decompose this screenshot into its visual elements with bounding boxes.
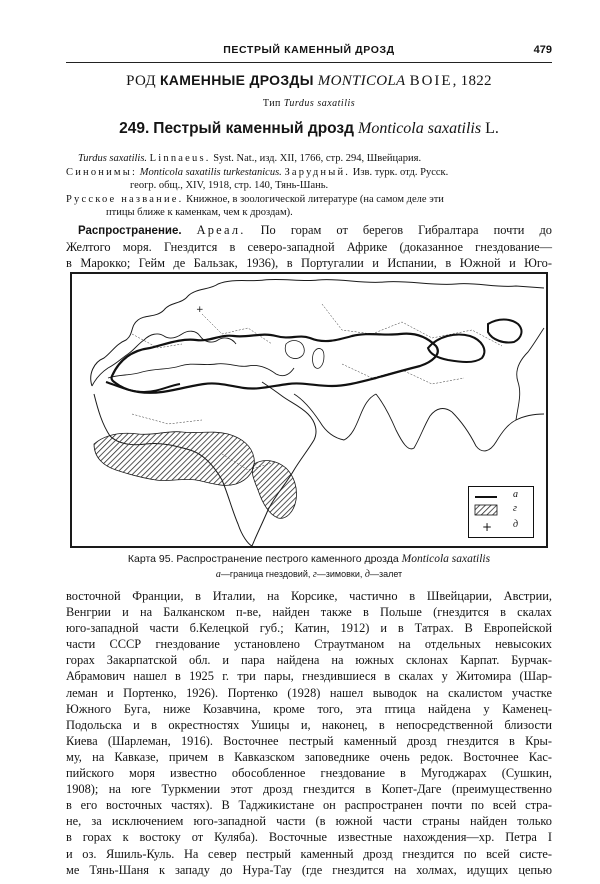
body-line: в горах к востоку от Куляба). Восточные известные нахождения—хр. Петра I xyxy=(66,830,552,845)
distribution-text-1: По горам от берегов Гибралтара почти до xyxy=(260,223,552,237)
synonymy-synonyms-cont xyxy=(66,179,600,193)
breeding-range-boundary xyxy=(111,334,437,393)
synonymy-synonyms xyxy=(66,166,552,180)
distribution-line-3: в Марокко; Гейм де Бальзак, 1936), в Португалии и Испании, в Южной и Юго- xyxy=(66,256,552,271)
legend-label-d: д xyxy=(513,519,519,530)
range-label: Ареал. xyxy=(196,223,246,237)
caption-prefix: Карта 95. Распространение пестрого каменного дрозда xyxy=(127,553,399,565)
species-number: 249. xyxy=(119,120,150,137)
russian-name-line xyxy=(66,193,552,207)
genus-name-ru: КАМЕННЫЕ ДРОЗДЫ xyxy=(159,72,314,88)
coastline-east-asia xyxy=(516,328,544,420)
original-reference: Syst. Nat., изд. XII, 1766, стр. 294, Швейцария. xyxy=(213,153,422,164)
breeding-range-far-east xyxy=(488,320,521,343)
type-species: Turdus saxatilis xyxy=(283,98,356,109)
russian-name-label: Русское название. xyxy=(66,193,184,205)
distribution-line-2: Желтого моря. Гнездится в северо-западной Африке (доказанное гнездование— xyxy=(66,240,552,255)
caption-legend-a-text: —граница гнездовий, xyxy=(220,569,311,579)
legend-wintering-swatch xyxy=(475,505,497,515)
synonym-author: Зарудный. xyxy=(284,166,351,178)
running-title: ПЕСТРЫЙ КАМЕННЫЙ ДРОЗД xyxy=(223,44,395,56)
wintering-area-east-africa xyxy=(252,461,296,519)
body-line: не, за исключением юго-западной части (в южной части страны найден только xyxy=(66,814,552,829)
coastline-mediterranean xyxy=(108,364,294,378)
inland-water-bodies xyxy=(285,341,324,369)
body-line: восточной Франции, в Италии, на Корсике, частично в Швейцарии, Австрии, xyxy=(66,589,552,603)
species-name-ru: Пестрый каменный дрозд xyxy=(153,120,354,137)
caption-species: Monticola saxatilis xyxy=(401,553,491,565)
wintering-area-west-africa xyxy=(94,432,254,486)
body-line: ме Тянь-Шаня к западу до Нура-Тау (где гнездится на холмах, идущих цепью xyxy=(66,862,552,877)
distribution-heading: Распространение. xyxy=(78,225,182,237)
body-line: леман и Портенко, 1926). Портенко (1928) нашел выводок на скалистом участке xyxy=(66,685,552,700)
body-line: му, на Кавказе, причем в Кавказском заповеднике очень редок. Восточнее Кас- xyxy=(66,749,552,764)
caption-legend-d-text: —залет xyxy=(369,569,403,579)
genus-year: , 1822 xyxy=(452,73,492,89)
synonymy-original xyxy=(66,152,564,166)
coastline-west-europe xyxy=(92,331,236,386)
body-line: Южного Буга, ниже Козавчина, кроме того, эта птица найдена у Каменец- xyxy=(66,701,552,716)
coastline-india xyxy=(376,394,452,449)
body-line: части СССР гнездование установлено Страутманом на отдельных невысоких xyxy=(66,637,552,652)
caption-legend-g: г xyxy=(312,569,317,580)
legend-vagrant-swatch: + xyxy=(482,520,493,534)
body-line: юго-западной части б.Келецкой губ.; Катин, 1912) и в Татрах. В Европейской xyxy=(66,621,552,636)
distribution-paragraph xyxy=(66,222,552,271)
species-heading xyxy=(66,120,552,138)
coastline-se-asia xyxy=(452,412,544,451)
body-line: горах Закарпатской обл. и пара найдена на южных склонах Карпат. Бурчак- xyxy=(66,653,552,668)
synonym-reference-a: Изв. турк. отд. Русск. xyxy=(352,166,449,178)
russian-name-text-b: птицы ближе к каменкам, чем к дроздам). xyxy=(106,207,293,218)
body-line: Подольска и в окрестностях Ушицы и, наконец, в непосредственной близости xyxy=(66,717,552,732)
page-header xyxy=(66,44,552,63)
original-name: Turdus saxatilis. xyxy=(78,153,148,164)
genus-author: BOIE xyxy=(409,73,453,89)
caption-legend-a: а xyxy=(215,569,221,580)
vagrant-marker: + xyxy=(196,305,204,315)
synonym-reference-b: геогр. общ., XIV, 1918, стр. 140, Тянь-Шань. xyxy=(130,180,329,191)
type-species-line xyxy=(66,98,552,109)
body-line: и оз. Яшиль-Куль. На север пестрый каменный дрозд гнездится по всей систе- xyxy=(66,846,552,861)
body-paragraph xyxy=(66,588,552,878)
species-author: L. xyxy=(485,120,499,137)
genus-name-lat: MONTICOLA xyxy=(317,73,406,89)
russian-name-cont xyxy=(66,206,592,220)
body-line: 1908); на юге Туркмении этот дрозд гнездится в Копет-Даге (преимущественно xyxy=(66,782,552,797)
caption-legend-d: д xyxy=(364,569,370,580)
map-legend-caption xyxy=(66,569,552,580)
genus-prefix: РОД xyxy=(126,73,156,89)
synonym-name: Monticola saxatilis turkestanicus. xyxy=(139,166,282,178)
species-name-lat: Monticola saxatilis xyxy=(357,120,482,137)
map-legend xyxy=(468,486,534,538)
body-line: в его восточных частях). В Таджикистане он распространен почти по всей стра- xyxy=(66,798,552,813)
map-legend-svg xyxy=(469,487,533,537)
body-line: Киева (Шарлеман, 1916). Восточнее пестрый каменный дрозд гнездится в Кры- xyxy=(66,733,552,748)
original-author: Linnaeus. xyxy=(149,153,211,164)
caption-legend-g-text: —зимовки, xyxy=(316,569,363,579)
page-number: 479 xyxy=(533,44,552,56)
coastline-eurasia xyxy=(91,279,544,386)
distribution-line-1 xyxy=(66,222,552,239)
type-label: Тип xyxy=(262,98,281,109)
body-line: пийского моря известно обособленное гнездование в Мугоджарах (Сушкин, xyxy=(66,766,552,781)
genus-heading xyxy=(66,72,552,90)
legend-label-a: а xyxy=(513,489,518,500)
map-caption xyxy=(66,553,552,565)
legend-label-g: г xyxy=(513,503,517,514)
body-line: Абрамович нашел в 1925 г. три пары, гнездившиеся в скалах у Житомира (Шар- xyxy=(66,669,552,684)
coastline-arabia xyxy=(294,394,376,440)
synonyms-label: Синонимы: xyxy=(66,166,138,178)
range-map xyxy=(70,272,548,548)
body-line: Венгрии и на Балканском п-ве, найден также в Польше (гнездится в скалах xyxy=(66,605,552,620)
russian-name-text-a: Книжное, в зоологической литературе (на самом деле эти xyxy=(186,193,444,205)
